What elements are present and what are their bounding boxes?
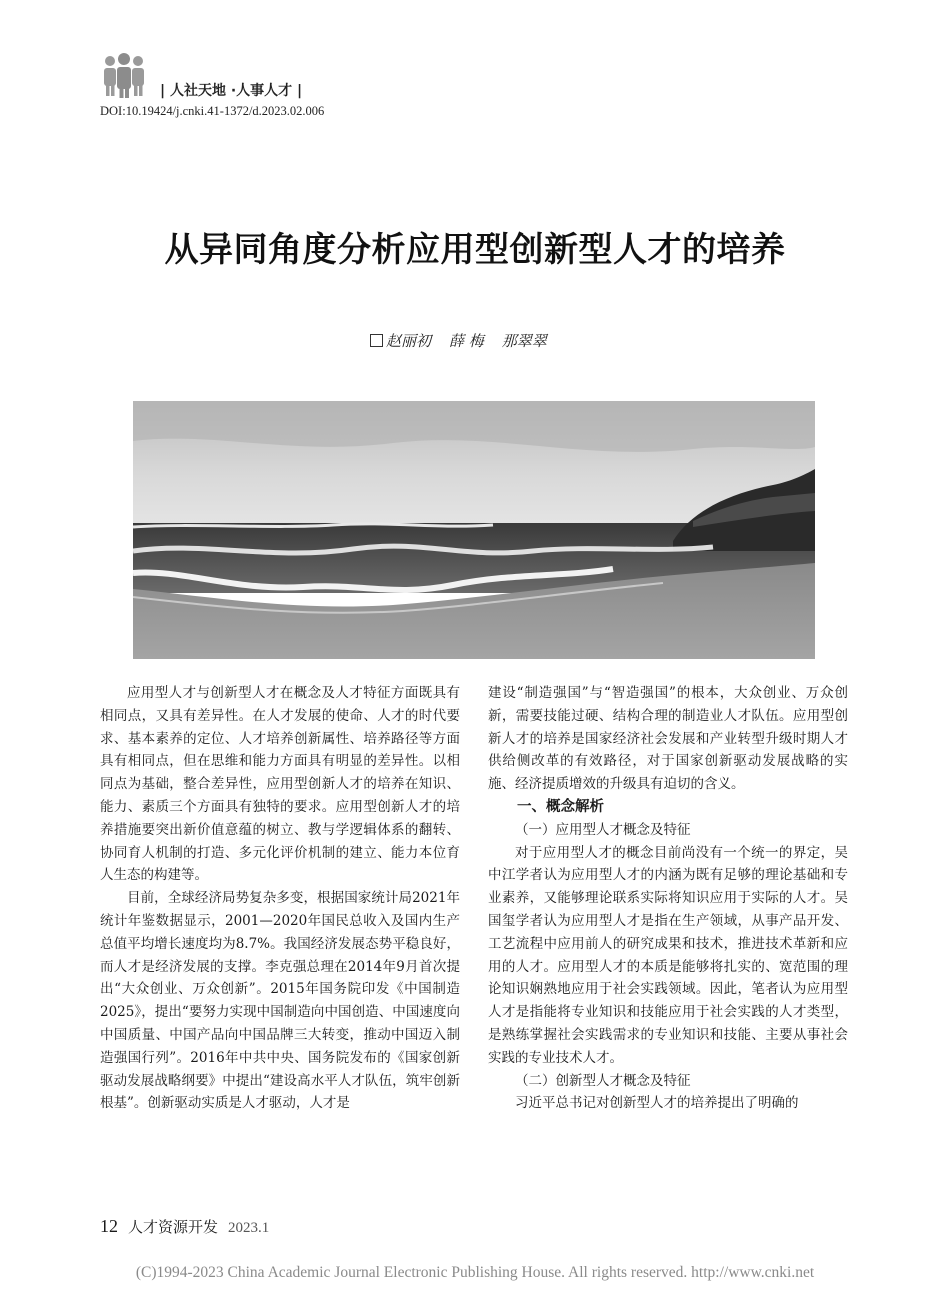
seascape-photo xyxy=(133,401,815,659)
journal-logo-icon xyxy=(100,52,148,98)
body-paragraph: 对于应用型人才的概念目前尚没有一个统一的界定，吴中江学者认为应用型人才的内涵为既有足够的理论基础和专业素养，又能够理论联系实际将知识应用于实际的人才。吴国玺学者认为应用型人才是指在生产领域，从事产品开发、工艺流程中应用前人的研究成果和技术，推进技术革新和应用的人才。应用型人才的本质是能够将扎实的、宽范围的理论知识娴熟地应用于社会实践领域。因此，笔者认为应用型人才是指能将专业知识和技能应用于社会实践的人才类型，是熟练掌握社会实践需求的专业知识和技能、主要从事社会实践的专业技术人才。 xyxy=(488,844,848,1066)
subsection-heading: （一）应用型人才概念及特征 xyxy=(515,821,691,838)
page-footer xyxy=(100,1216,269,1237)
author-marker-icon xyxy=(370,334,383,347)
author-list xyxy=(370,330,565,351)
author-name: 薛 梅 xyxy=(449,332,484,350)
body-column-right xyxy=(488,682,848,1115)
doi: DOI:10.19424/j.cnki.41-1372/d.2023.02.006 xyxy=(100,104,325,118)
journal-name: 人才资源开发 xyxy=(128,1218,219,1236)
section-heading: 一、概念解析 xyxy=(517,798,604,815)
author-name: 那翠翠 xyxy=(501,332,547,350)
copyright-watermark: (C)1994-2023 China Academic Journal Electronic Publishing House. All rights reserved. http://www.cnki.net xyxy=(135,1264,815,1281)
subsection-heading: （二）创新型人才概念及特征 xyxy=(515,1072,691,1089)
body-paragraph: 目前，全球经济局势复杂多变，根据国家统计局2021年统计年鉴数据显示，2001—2020年国民总收入及国内生产总值平均增长速度均为8.7%。我国经济发展态势平稳良好，而人才是经济发展的支撑。李克强总理在2014年9月首次提出“大众创业、万众创新”。2015年国务院印发《中国制造2025》，提出“要努力实现中国制造向中国创造、中国速度向中国质量、中国产品向中国品牌三大转变，推动中国迈入制造强国行列”。2016年中共中央、国务院发布的《国家创新驱动发展战略纲要》中提出“建设高水平人才队伍，筑牢创新根基”。创新驱动实质是人才驱动，人才是 xyxy=(100,890,460,1112)
body-paragraph: 建设“制造强国”与“智造强国”的根本，大众创业、万众创新，需要技能过硬、结构合理的制造业人才队伍。应用型创新人才的培养是国家经济社会发展和产业转型升级时期人才供给侧改革的有效路径，对于国家创新驱动发展战略的实施、经济提质增效的升级具有迫切的含义。 xyxy=(488,685,848,793)
page-number: 12 xyxy=(100,1216,118,1236)
issue-number: 2023.1 xyxy=(228,1220,270,1236)
abstract-paragraph: 应用型人才与创新型人才在概念及人才特征方面既具有相同点，又具有差异性。在人才发展的使命、人才的时代要求、基本素养的定位、人才培养创新属性、培养路径等方面具有相同点，但在思维和能力方面具有明显的差异性。以相同点为基础，整合差异性，应用型创新人才的培养在知识、能力、素质三个方面具有独特的要求。应用型创新人才的培养措施要突出新价值意蕴的树立、教与学逻辑体系的翻转、协同育人机制的打造、多元化评价机制的建立、能力本位育人生态的构建等。 xyxy=(100,685,460,884)
column-label: | 人社天地 ·人事人才 | xyxy=(160,83,303,99)
body-paragraph: 习近平总书记对创新型人才的培养提出了明确的 xyxy=(515,1095,799,1112)
author-name: 赵丽初 xyxy=(386,332,432,350)
body-column-left xyxy=(100,682,460,1115)
article-title: 从异同角度分析应用型创新型人才的培养 xyxy=(164,230,786,270)
